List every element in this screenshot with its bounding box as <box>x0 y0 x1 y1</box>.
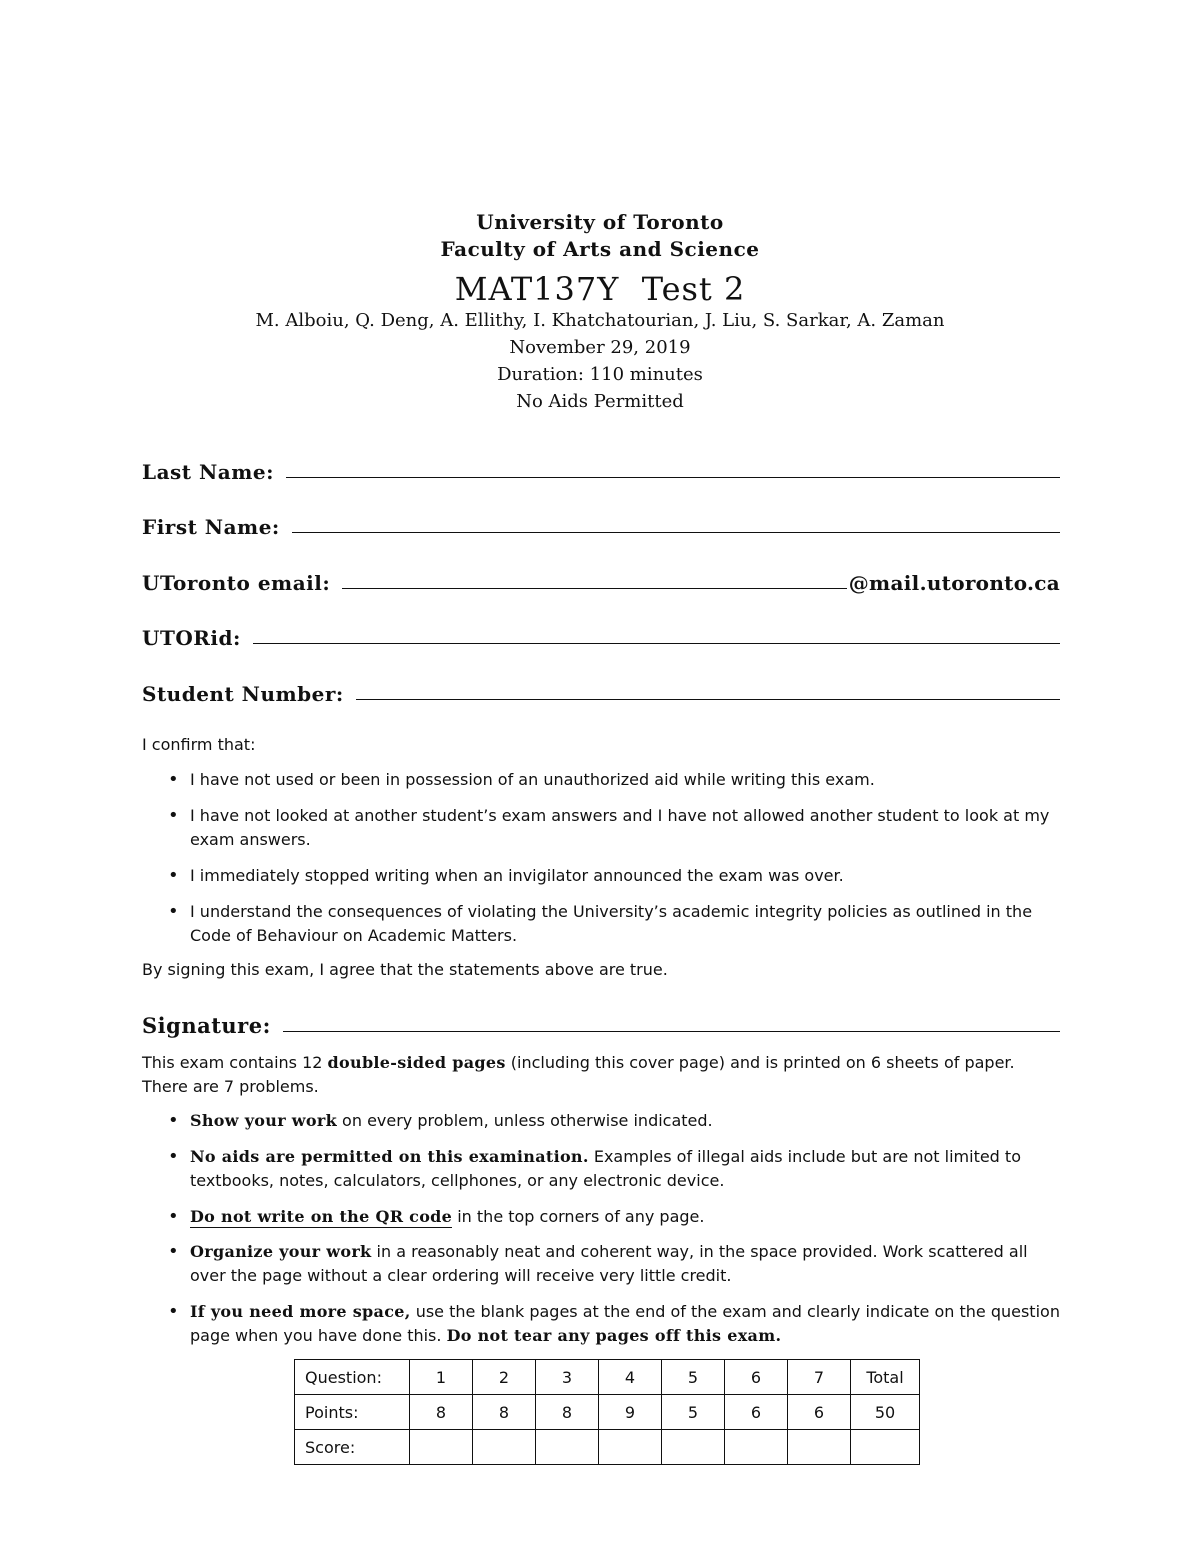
first-name-label: First Name: <box>142 515 280 539</box>
email-field[interactable] <box>142 565 1060 595</box>
rule-text: in a reasonably neat and coherent way, in the space provided. Work scattered all over the page without a clear ordering will receive very little credit. <box>190 1242 1028 1285</box>
utorid-line[interactable] <box>253 643 1060 644</box>
agreement-statement: By signing this exam, I agree that the statements above are true. <box>142 960 668 979</box>
aids-policy: No Aids Permitted <box>516 391 684 412</box>
question-cell: 6 <box>725 1360 788 1395</box>
last-name-label: Last Name: <box>142 460 274 484</box>
signature-label: Signature: <box>142 1013 271 1038</box>
rule-bold: Organize your work <box>190 1242 372 1261</box>
signature-line[interactable] <box>283 1031 1060 1032</box>
rule-list-2 <box>166 1145 1060 1193</box>
points-label: Points: <box>295 1395 410 1430</box>
email-line[interactable] <box>342 588 846 589</box>
contents-bold: double-sided pages <box>327 1053 506 1072</box>
email-suffix: @mail.utoronto.ca <box>848 571 1060 595</box>
points-cell: 5 <box>662 1395 725 1430</box>
student-number-field[interactable] <box>142 676 1060 706</box>
score-cell[interactable] <box>662 1430 725 1465</box>
score-cell[interactable] <box>410 1430 473 1465</box>
rule-bold: If you need more space, <box>190 1302 411 1321</box>
confirm-list-2 <box>166 804 1060 852</box>
points-cell: 9 <box>599 1395 662 1430</box>
list-item <box>166 1205 1060 1229</box>
contents-text-2: (including this cover page) and is printed on 6 sheets of paper. There are 7 problems. <box>142 1053 1015 1096</box>
list-item: • I have not looked at another student’s exam answers and I have not allowed another student to look at my exam answers. <box>166 804 1060 852</box>
rule-text: Examples of illegal aids include but are not limited to textbooks, notes, calculators, cellphones, or any electronic device. <box>190 1147 1021 1190</box>
score-label: Score: <box>295 1430 410 1465</box>
score-cell[interactable] <box>599 1430 662 1465</box>
signature-field[interactable] <box>142 1008 1060 1038</box>
points-cell: 8 <box>410 1395 473 1430</box>
student-number-line[interactable] <box>356 699 1060 700</box>
list-item: • I immediately stopped writing when an invigilator announced the exam was over. <box>166 864 1060 888</box>
exam-contents-note <box>142 1051 1060 1099</box>
rule-bold: Do not write on the QR code <box>190 1207 453 1226</box>
question-cell: 2 <box>473 1360 536 1395</box>
utorid-field[interactable] <box>142 620 1060 650</box>
list-item <box>166 1109 1060 1133</box>
faculty-name: Faculty of Arts and Science <box>440 237 760 261</box>
rule-list-3 <box>166 1205 1060 1229</box>
question-cell: 3 <box>536 1360 599 1395</box>
rule-bold: No aids are permitted on this examination. <box>190 1147 589 1166</box>
score-cell[interactable] <box>725 1430 788 1465</box>
points-cell: 8 <box>536 1395 599 1430</box>
email-label: UToronto email: <box>142 571 331 595</box>
exam-date: November 29, 2019 <box>509 337 691 358</box>
list-item <box>166 1145 1060 1193</box>
score-cell[interactable] <box>788 1430 851 1465</box>
rule-bold-2: Do not tear any pages off this exam. <box>446 1326 782 1345</box>
list-item: • I understand the consequences of violating the University’s academic integrity policies as outlined in the Code of Behaviour on Academic Matters. <box>166 900 1060 948</box>
rule-text: in the top corners of any page. <box>452 1207 705 1226</box>
list-item <box>166 1300 1060 1348</box>
score-cell[interactable] <box>536 1430 599 1465</box>
rule-text: use the blank pages at the end of the exam and clearly indicate on the question page when you have done this. <box>190 1302 1060 1345</box>
question-cell: 7 <box>788 1360 851 1395</box>
rule-text: on every problem, unless otherwise indicated. <box>336 1111 713 1130</box>
first-name-line[interactable] <box>292 532 1060 533</box>
exam-duration: Duration: 110 minutes <box>497 364 703 385</box>
total-score-cell[interactable] <box>851 1430 920 1465</box>
first-name-field[interactable] <box>142 509 1060 539</box>
confirm-list-4 <box>166 900 1060 948</box>
rule-list-1 <box>166 1109 1060 1133</box>
table-row-points <box>295 1395 920 1430</box>
points-cell: 6 <box>788 1395 851 1430</box>
list-item: • I have not used or been in possession of an unauthorized aid while writing this exam. <box>166 768 1060 792</box>
university-name: University of Toronto <box>476 210 724 234</box>
table-row-score <box>295 1430 920 1465</box>
list-item <box>166 1240 1060 1288</box>
question-label: Question: <box>295 1360 410 1395</box>
points-cell: 6 <box>725 1395 788 1430</box>
question-cell: 5 <box>662 1360 725 1395</box>
utorid-label: UTORid: <box>142 626 241 650</box>
question-cell: 1 <box>410 1360 473 1395</box>
last-name-line[interactable] <box>286 477 1060 478</box>
exam-title: MAT137Y Test 2 <box>454 270 746 308</box>
points-cell: 8 <box>473 1395 536 1430</box>
confirm-intro: I confirm that: <box>142 735 256 754</box>
confirm-list-1 <box>166 768 1060 792</box>
confirm-list-3 <box>166 864 1060 888</box>
rule-list-5 <box>166 1300 1060 1348</box>
score-table <box>294 1359 920 1465</box>
question-cell: 4 <box>599 1360 662 1395</box>
table-row-questions <box>295 1360 920 1395</box>
total-label: Total <box>851 1360 920 1395</box>
rule-list-4 <box>166 1240 1060 1288</box>
total-points: 50 <box>851 1395 920 1430</box>
rule-bold: Show your work <box>190 1111 337 1130</box>
last-name-field[interactable] <box>142 454 1060 484</box>
score-cell[interactable] <box>473 1430 536 1465</box>
student-number-label: Student Number: <box>142 682 344 706</box>
authors: M. Alboiu, Q. Deng, A. Ellithy, I. Khatchatourian, J. Liu, S. Sarkar, A. Zaman <box>255 310 945 331</box>
contents-text-1: This exam contains 12 <box>142 1053 328 1072</box>
